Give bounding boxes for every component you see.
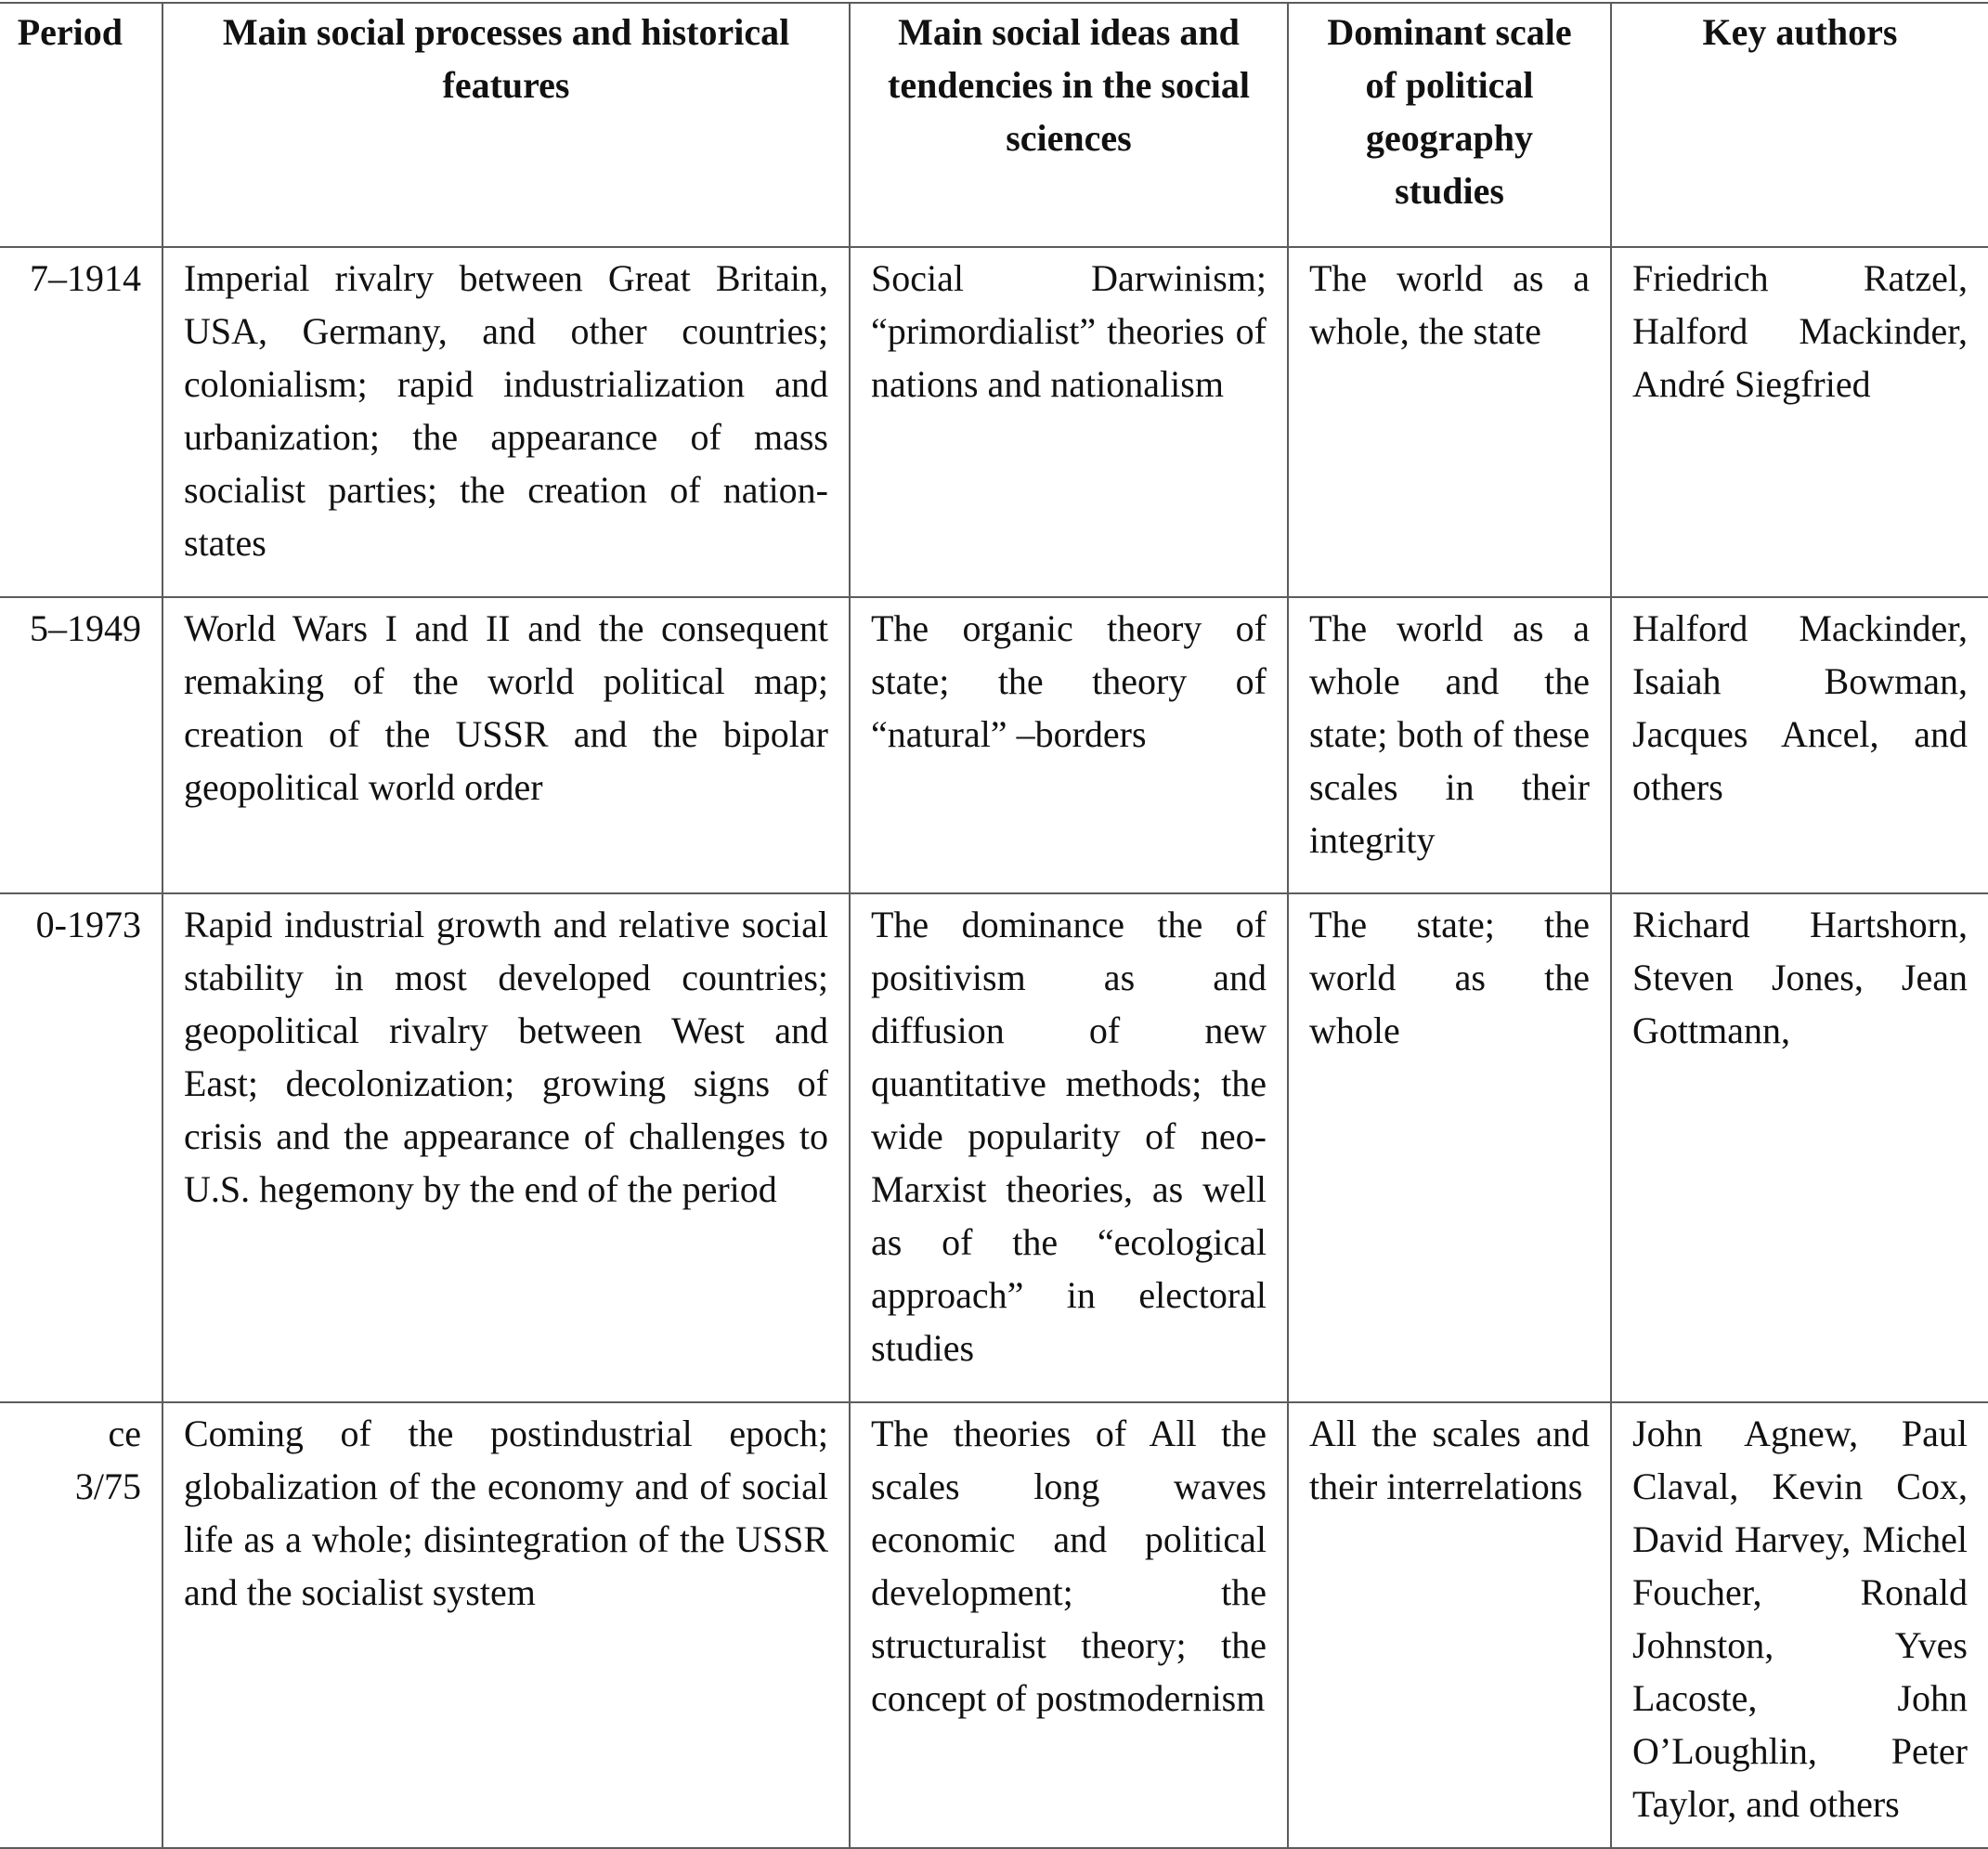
- header-processes: Main social processes and historical features: [162, 3, 850, 247]
- table-row: [0, 1402, 1988, 1848]
- cell-period: 5–1949: [0, 597, 162, 893]
- table-row: [0, 893, 1988, 1402]
- cell-authors: Richard Hartshorn, Steven Jones, Jean Gottmann,: [1611, 893, 1988, 1402]
- cell-scale: The state; the world as the whole: [1288, 893, 1611, 1402]
- header-ideas: Main social ideas and tendencies in the social sciences: [850, 3, 1288, 247]
- cell-period: 0-1973: [0, 893, 162, 1402]
- cell-ideas: Social Darwinism; “primordialist” theories of nations and nationalism: [850, 247, 1288, 597]
- header-row: [0, 3, 1988, 247]
- political-geography-table: [0, 2, 1988, 1849]
- table-container: [0, 2, 1988, 1847]
- cell-scale: The world as a whole, the state: [1288, 247, 1611, 597]
- cell-authors: John Agnew, Paul Claval, Kevin Cox, David Harvey, Michel Foucher, Ronald Johnston, Yves Lacoste, John O’Loughlin, Peter Taylor, and others: [1611, 1402, 1988, 1848]
- table-row: [0, 247, 1988, 597]
- cell-ideas: The dominance the of positivism as and diffusion of new quantitative methods; the wide popularity of neo-Marxist theories, as well as of the “ecological approach” in electoral studies: [850, 893, 1288, 1402]
- cell-period: ce 3/75: [0, 1402, 162, 1848]
- cell-processes: Rapid industrial growth and relative social stability in most developed countries; geopolitical rivalry between West and East; decolonization; growing signs of crisis and the appearance of challenges to U.S. hegemony by the end of the period: [162, 893, 850, 1402]
- cell-scale: The world as a whole and the state; both of these scales in their integrity: [1288, 597, 1611, 893]
- cell-authors: Friedrich Ratzel, Halford Mackinder, André Siegfried: [1611, 247, 1988, 597]
- header-scale: Dominant scale of political geography studies: [1288, 3, 1611, 247]
- cell-scale: All the scales and their interrelations: [1288, 1402, 1611, 1848]
- cell-ideas: The organic theory of state; the theory of “natural” –borders: [850, 597, 1288, 893]
- cell-ideas: The theories of All the scales long waves economic and political development; the structuralist theory; the concept of postmodernism: [850, 1402, 1288, 1848]
- cell-period: 7–1914: [0, 247, 162, 597]
- cell-processes: World Wars I and II and the consequent remaking of the world political map; creation of the USSR and the bipolar geopolitical world order: [162, 597, 850, 893]
- cell-authors: Halford Mackinder, Isaiah Bowman, Jacques Ancel, and others: [1611, 597, 1988, 893]
- table-row: [0, 597, 1988, 893]
- header-period: Period: [0, 3, 162, 247]
- cell-processes: Imperial rivalry between Great Britain, USA, Germany, and other countries; colonialism; rapid industrialization and urbanization; the appearance of mass socialist parties; the creation of nation-states: [162, 247, 850, 597]
- cell-processes: Coming of the postindustrial epoch; globalization of the economy and of social life as a whole; disintegration of the USSR and the socialist system: [162, 1402, 850, 1848]
- header-authors: Key authors: [1611, 3, 1988, 247]
